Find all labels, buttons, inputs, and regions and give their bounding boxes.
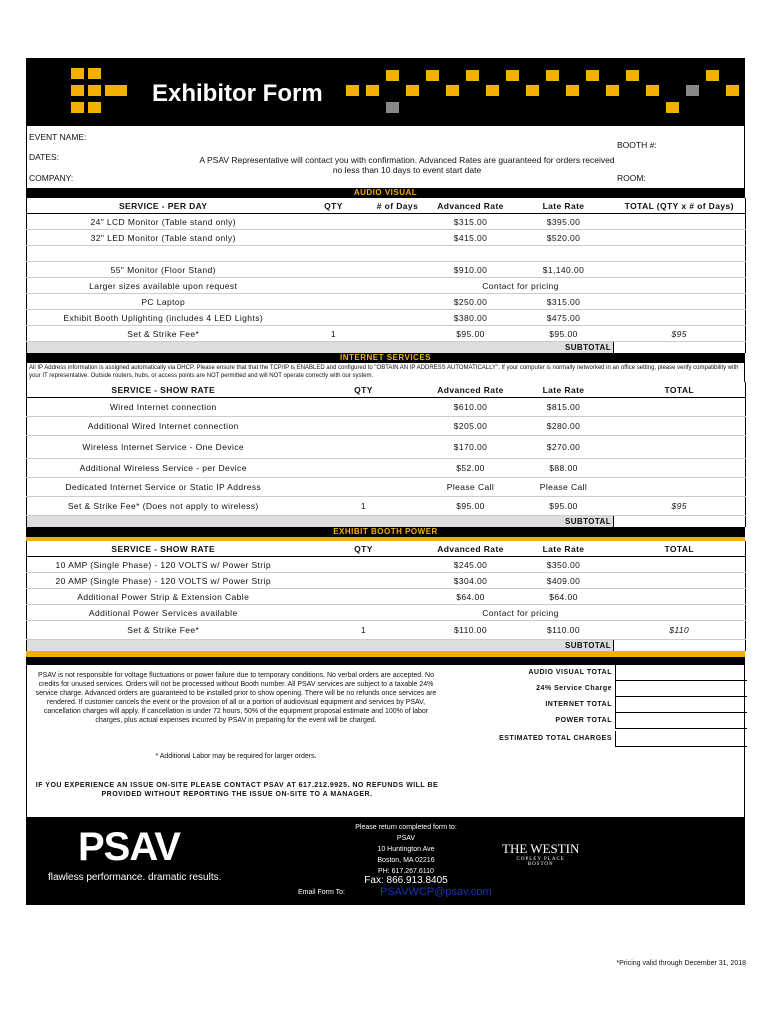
return-line: 10 Huntington Ave [377, 846, 435, 853]
power-subtotal-field[interactable] [614, 640, 746, 652]
total-field[interactable] [614, 230, 746, 246]
av-total-field[interactable] [615, 665, 747, 681]
advanced-rate: $315.00 [428, 214, 514, 230]
estimated-total-field[interactable] [615, 731, 747, 747]
table-row [27, 436, 746, 459]
advanced-rate: Please Call [428, 478, 514, 497]
table-row [27, 398, 746, 417]
table-row [27, 459, 746, 478]
internet-header-advanced: Advanced Rate [428, 382, 514, 398]
total-field[interactable]: $110 [614, 621, 746, 640]
service-name: Dedicated Internet Service or Static IP Address [27, 478, 300, 497]
total-field[interactable] [614, 589, 746, 605]
advanced-rate: $304.00 [428, 573, 514, 589]
table-row [27, 262, 746, 278]
power-header-advanced: Advanced Rate [428, 541, 514, 557]
internet-table [26, 382, 746, 527]
total-field[interactable] [614, 459, 746, 478]
service-name: Wired Internet connection [27, 398, 300, 417]
late-rate: $409.00 [514, 573, 614, 589]
footer [26, 817, 745, 905]
table-row [27, 278, 746, 294]
internet-header-qty: QTY [300, 382, 428, 398]
total-field[interactable] [614, 262, 746, 278]
advanced-rate: $610.00 [428, 398, 514, 417]
labor-note: * Additional Labor may be required for larger orders. [155, 753, 317, 760]
days-field[interactable] [368, 326, 428, 342]
advanced-rate: $910.00 [428, 262, 514, 278]
qty-field[interactable] [300, 557, 428, 573]
days-field[interactable] [368, 214, 428, 230]
email-label: Email Form To: [298, 889, 345, 896]
table-row [27, 497, 746, 516]
total-field[interactable] [614, 436, 746, 459]
late-rate: $280.00 [514, 417, 614, 436]
internet-note: All IP Address information is assigned automatically via DHCP. Please ensure that that the TCP/IP is ENABLED and configured to "OBTAIN AN IP ADDRESS AUTOMATICALLY". If your computer is normally networked in an office setting, please verify compatibility with your IT representative. Outside routers, hubs, or access points are NOT permitted and will NOT operate correctly with our system. [26, 363, 745, 382]
issue-notice: IF YOU EXPERIENCE AN ISSUE ON-SITE PLEASE CONTACT PSAV AT 617.212.9925. NO REFUNDS WILL BE PROVIDED WITHOUT REPORTING THE ISSUE ON-SITE TO A MANAGER. [35, 782, 439, 798]
late-rate: $395.00 [514, 214, 614, 230]
power-header-service: SERVICE - SHOW RATE [27, 541, 300, 557]
internet-subtotal-field[interactable] [614, 516, 746, 528]
service-name: 24" LCD Monitor (Table stand only) [27, 214, 300, 230]
av-section-title: AUDIO VISUAL [26, 188, 745, 198]
power-header-qty: QTY [300, 541, 428, 557]
internet-total-field[interactable] [615, 697, 747, 713]
table-row [27, 246, 746, 262]
booth-label: BOOTH #: [617, 140, 657, 150]
disclaimer-text: PSAV is not responsible for voltage fluctuations or power failure due to temporary conditions. No verbal orders are accepted. No credits for unused services. Orders will not be processed without Booth number. All PSAV services are subject to a taxable 24% service charge. Advanced orders are guaranteed to be installed prior to show opening. There will be no refunds once services are rendered. If customer cancels the event or the provision of all or a portion of audiovisual equipment and services by PSAV, cancellation charges will apply. If cancellation is under 72 hours, 50% of the equipment proposal estimate and 100% of labor charges, plus actual expenses incurred by PSAV in preparing for the event will be charged. [35, 672, 437, 724]
qty-field[interactable] [300, 478, 428, 497]
table-row [27, 557, 746, 573]
av-header-advanced: Advanced Rate [428, 198, 514, 214]
service-name: Additional Wired Internet connection [27, 417, 300, 436]
advanced-rate: $95.00 [428, 326, 514, 342]
late-rate: $1,140.00 [514, 262, 614, 278]
power-subtotal-label: SUBTOTAL [514, 640, 614, 652]
service-name: Additional Power Strip & Extension Cable [27, 589, 300, 605]
av-header-days: # of Days [368, 198, 428, 214]
days-field[interactable] [368, 262, 428, 278]
late-rate: $350.00 [514, 557, 614, 573]
advanced-rate: $64.00 [428, 589, 514, 605]
late-rate: $475.00 [514, 310, 614, 326]
total-field[interactable]: $95 [614, 326, 746, 342]
qty-field[interactable] [300, 294, 368, 310]
av-header-late: Late Rate [514, 198, 614, 214]
advanced-rate: $52.00 [428, 459, 514, 478]
advanced-rate: $110.00 [428, 621, 514, 640]
hotel-sub: COPLEY PLACE [516, 857, 565, 862]
psav-logo: PSAV [78, 825, 180, 869]
advanced-rate: $415.00 [428, 230, 514, 246]
qty-field[interactable]: 1 [300, 621, 428, 640]
total-field[interactable]: $95 [614, 497, 746, 516]
return-line: Boston, MA 02216 [377, 857, 435, 864]
return-address [326, 822, 486, 877]
table-row [27, 573, 746, 589]
total-field[interactable] [614, 294, 746, 310]
late-rate: $315.00 [514, 294, 614, 310]
advanced-rate: $170.00 [428, 436, 514, 459]
qty-field[interactable] [300, 417, 428, 436]
return-line: PSAV [396, 835, 416, 842]
days-field[interactable] [368, 230, 428, 246]
exhibitor-form [26, 58, 745, 905]
confirmation-notice: A PSAV Representative will contact you with confirmation. Advanced Rates are guaranteed for orders received no less than 10 days to event start date [199, 155, 615, 175]
qty-field[interactable] [300, 605, 428, 621]
av-table [26, 198, 746, 353]
late-rate: $64.00 [514, 589, 614, 605]
av-header-total: TOTAL (QTY x # of Days) [614, 198, 746, 214]
internet-total-label: INTERNET TOTAL [545, 701, 612, 708]
advanced-rate: $95.00 [428, 497, 514, 516]
qty-field[interactable] [300, 230, 368, 246]
form-header [26, 58, 745, 126]
power-section-title: EXHIBIT BOOTH POWER [26, 527, 745, 537]
total-field[interactable] [614, 278, 746, 294]
westin-logo [502, 841, 579, 867]
event-info [26, 126, 745, 188]
late-rate: Please Call [514, 478, 614, 497]
hotel-name: THE WESTIN [502, 841, 580, 856]
internet-subtotal-label: SUBTOTAL [514, 516, 614, 528]
room-label: ROOM: [617, 173, 646, 183]
service-charge-label: 24% Service Charge [536, 685, 612, 692]
service-name: Larger sizes available upon request [27, 278, 300, 294]
table-row [27, 214, 746, 230]
days-field[interactable] [368, 294, 428, 310]
service-name: Additional Power Services available [27, 605, 300, 621]
summary-section [26, 665, 745, 817]
total-field[interactable] [614, 310, 746, 326]
qty-field[interactable]: 1 [300, 497, 428, 516]
av-subtotal-field[interactable] [614, 342, 746, 354]
estimated-total-label: ESTIMATED TOTAL CHARGES [499, 735, 612, 742]
days-field[interactable] [368, 246, 428, 262]
section-divider [26, 657, 745, 665]
table-row [27, 478, 746, 497]
internet-section-title: INTERNET SERVICES [26, 353, 745, 363]
av-header-service: SERVICE - PER DAY [27, 198, 300, 214]
internet-header-total: TOTAL [614, 382, 746, 398]
power-table [26, 541, 746, 651]
late-rate: $95.00 [514, 497, 614, 516]
company-label: COMPANY: [29, 173, 74, 183]
table-row [27, 621, 746, 640]
total-field[interactable] [614, 246, 746, 262]
qty-field[interactable] [300, 246, 368, 262]
qty-field[interactable] [300, 589, 428, 605]
total-field[interactable] [614, 478, 746, 497]
table-row [27, 417, 746, 436]
service-name: Set & Strike Fee* [27, 326, 300, 342]
internet-header-service: SERVICE - SHOW RATE [27, 382, 300, 398]
service-charge-field[interactable] [615, 681, 747, 697]
table-row [27, 294, 746, 310]
late-rate: $110.00 [514, 621, 614, 640]
advanced-rate: $380.00 [428, 310, 514, 326]
total-field[interactable] [614, 417, 746, 436]
power-header-late: Late Rate [514, 541, 614, 557]
fax-number: Fax: 866.913.8405 [364, 875, 448, 886]
table-row [27, 230, 746, 246]
email-link[interactable]: PSAVWCP@psav.com [380, 886, 492, 898]
total-field[interactable] [614, 214, 746, 230]
service-name [27, 246, 300, 262]
power-total-label: POWER TOTAL [555, 717, 612, 724]
service-name: 20 AMP (Single Phase) - 120 VOLTS w/ Power Strip [27, 573, 300, 589]
service-name: PC Laptop [27, 294, 300, 310]
service-name: 55" Monitor (Floor Stand) [27, 262, 300, 278]
qty-field[interactable] [300, 573, 428, 589]
advanced-rate: $205.00 [428, 417, 514, 436]
av-header-qty: QTY [300, 198, 368, 214]
table-row [27, 326, 746, 342]
table-row [27, 605, 746, 621]
pricing-note: *Pricing valid through December 31, 2018 [616, 960, 746, 967]
days-field[interactable] [368, 278, 428, 294]
total-field[interactable] [614, 398, 746, 417]
service-name: Exhibit Booth Uplighting (includes 4 LED Lights) [27, 310, 300, 326]
days-field[interactable] [368, 310, 428, 326]
total-field[interactable] [614, 573, 746, 589]
service-name: 32" LED Monitor (Table stand only) [27, 230, 300, 246]
service-name: Additional Wireless Service - per Device [27, 459, 300, 478]
qty-field[interactable] [300, 310, 368, 326]
av-subtotal-label: SUBTOTAL [514, 342, 614, 354]
table-row [27, 310, 746, 326]
service-name: 10 AMP (Single Phase) - 120 VOLTS w/ Power Strip [27, 557, 300, 573]
qty-field[interactable] [300, 214, 368, 230]
late-rate: $88.00 [514, 459, 614, 478]
dates-label: DATES: [29, 152, 60, 162]
late-rate [514, 246, 614, 262]
av-total-label: AUDIO VISUAL TOTAL [528, 669, 612, 676]
tagline: flawless performance. dramatic results. [48, 872, 222, 883]
event-name-label: EVENT NAME: [29, 132, 87, 142]
contact-pricing: Contact for pricing [428, 605, 614, 621]
total-field[interactable] [614, 605, 746, 621]
service-name: Wireless Internet Service - One Device [27, 436, 300, 459]
power-total-field[interactable] [615, 713, 747, 729]
qty-field[interactable] [300, 436, 428, 459]
advanced-rate [428, 246, 514, 262]
late-rate: $270.00 [514, 436, 614, 459]
internet-header-late: Late Rate [514, 382, 614, 398]
qty-field[interactable] [300, 278, 368, 294]
return-line: Please return completed form to: [355, 824, 457, 831]
advanced-rate: $250.00 [428, 294, 514, 310]
service-name: Set & Strike Fee* [27, 621, 300, 640]
form-title: Exhibitor Form [152, 80, 323, 107]
qty-field[interactable] [300, 459, 428, 478]
power-header-total: TOTAL [614, 541, 746, 557]
late-rate: $520.00 [514, 230, 614, 246]
contact-pricing: Contact for pricing [428, 278, 614, 294]
qty-field[interactable]: 1 [300, 326, 368, 342]
qty-field[interactable] [300, 398, 428, 417]
table-row [27, 589, 746, 605]
advanced-rate: $245.00 [428, 557, 514, 573]
service-name: Set & Strike Fee* (Does not apply to wireless) [27, 497, 300, 516]
return-line: PH: 617.267.6110 [378, 868, 434, 875]
late-rate: $95.00 [514, 326, 614, 342]
qty-field[interactable] [300, 262, 368, 278]
hotel-city: BOSTON [527, 862, 554, 867]
late-rate: $815.00 [514, 398, 614, 417]
total-field[interactable] [614, 557, 746, 573]
